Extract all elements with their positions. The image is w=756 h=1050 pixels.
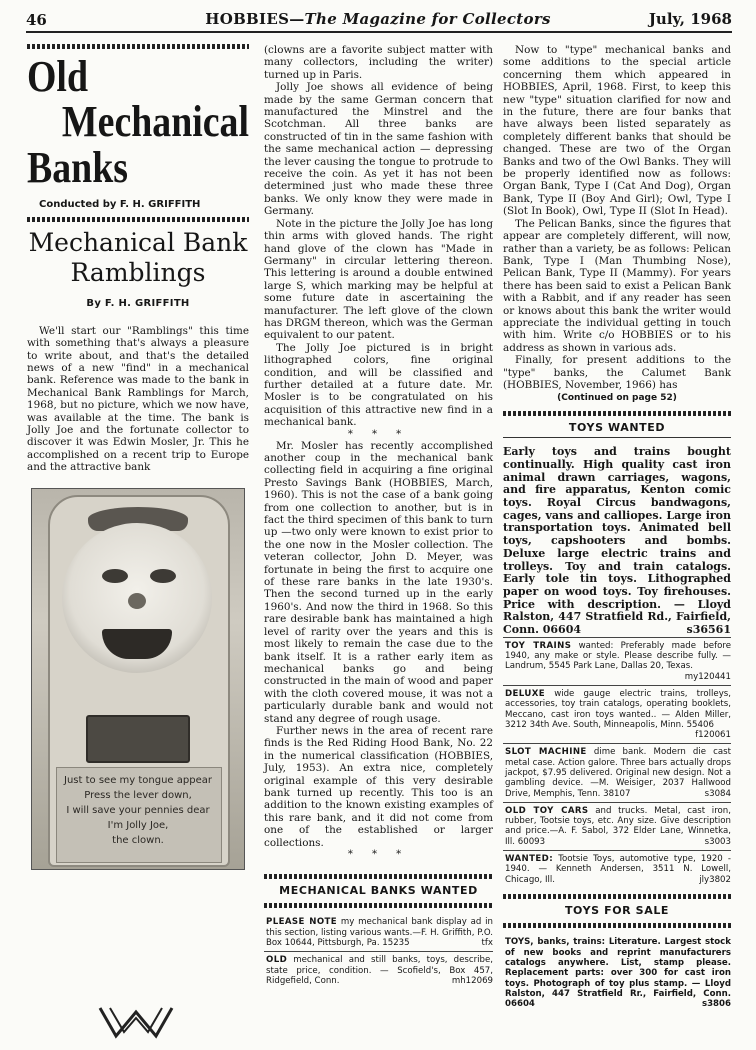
classified-ad — [264, 914, 493, 951]
article-intro: We'll start our "Ramblings" this time with something that's always a pleasure to write about, and that's the detailed news of a new "find" in a mechanical bank. Reference was made to the bank in Mechanical Bank Ramblings for March, 1968, but no picture, which we now have, was available at the time. The bank is Jolly Joe and the fortunate collector to discover it was Edwin Mosler, Jr. This he accomplished on a recent trip to Europe and the attractive bank — [27, 324, 249, 474]
verse-line: Just to see my tongue appear — [64, 774, 212, 786]
ad-text: wanted: Preferably made before 1940, any make or style. Please describe fully. — Landrum, 5545 Park Lane, Dallas 20, Texas. — [505, 640, 731, 672]
page-number: 46 — [26, 11, 47, 29]
classified-ad — [503, 743, 731, 801]
section-rule — [264, 874, 493, 879]
ad-code: f120061 — [695, 730, 731, 741]
clown-eye-left — [102, 569, 128, 583]
ad-text: TOYS, banks, trains: Literature. Largest stock of new books and reprint manufacturers catalogs anywhere. List, stamp please. Replacement parts: over 300 for cast iron toys. Photograph of toy plus stamp. — Lloyd Ralston, 447 Stratfield Rr., Fairfield, Conn. 06604 — [505, 937, 731, 1010]
column-1-rule — [27, 217, 249, 222]
ad-code: s3003 — [704, 836, 731, 847]
ad-code: tfx — [481, 938, 493, 948]
ad-lead: OLD TOY CARS — [505, 805, 589, 816]
issue-date: July, 1968 — [648, 10, 732, 28]
clown-eye-right — [150, 569, 176, 583]
display-ad-body: Early toys and trains bought continually. High quality cast iron animal drawn carriages, wagons, and fire apparatus, Kenton comic toys. Royal Circus bandwagons, cages, vans and calliopes. Large iron transportation toys. Animated bell toys, capshooters and bombs. Deluxe large electric trains and trolleys. Toy and train catalogs. Early tole tin toys. Lithographed paper on wood toys. Toy firehouses. Price with description. — Lloyd Ralston, 447 Stratfield Rd., Fairfield, Conn. 06604 — [503, 445, 731, 637]
jolly-joe-photo — [31, 488, 245, 870]
classified-ad — [503, 934, 731, 1012]
column-1-top-rule — [27, 44, 249, 49]
ad-code: my120441 — [684, 671, 731, 682]
mechanical-banks-wanted-heading: MECHANICAL BANKS WANTED — [279, 884, 478, 897]
continued-note: (Continued on page 52) — [557, 393, 677, 404]
article-paragraph: (clowns are a favorite subject matter with many collectors, including the writer) turned up in Paris. — [264, 44, 493, 81]
ad-code: s3084 — [704, 788, 731, 799]
section-rule — [503, 411, 731, 416]
clown-nose — [128, 593, 146, 609]
section-stars: * * * — [347, 849, 410, 860]
article-paragraph: Further news in the area of recent rare finds is the Red Riding Hood Bank, No. 22 in the numerical classification (HOBBIES, July, 1953). An extra nice, completely original example of this very desirable bank turned up recently. This too is an addition to the known existing examples of this rare bank, and it did not come from one of the established or larger collections. — [264, 724, 493, 849]
ad-text: mechanical and still banks, toys, describe, state price, condition. — Scofield's, Box 457, Ridgefield, Conn. — [266, 955, 494, 986]
verse-line: I'm Jolly Joe, — [107, 819, 169, 831]
section-rule — [503, 923, 731, 928]
magazine-name: HOBBIES — [205, 10, 290, 28]
section-stars: * * * — [347, 428, 410, 440]
article-byline: By F. H. GRIFFITH — [86, 298, 190, 310]
verse-line: the clown. — [112, 834, 164, 846]
feature-title-banks: Banks — [27, 143, 128, 192]
conducted-by: Conducted by F. H. GRIFFITH — [39, 199, 201, 210]
ad-lead: DELUXE — [505, 688, 546, 699]
article-paragraph: The Pelican Banks, since the figures that appear are completely different, will now, rather than a variety, be as follows: Pelican Bank, Type I (Man Thumbing Nose), Pelican Bank, Type II (Mammy). For years there has been said to exist a Pelican Bank with a Rabbit, and if any reader has seen or knows about this bank the writer would appreciate the individual getting in touch with him. Write c/o HOBBIES or to his address as shown in various ads. — [503, 217, 731, 354]
article-paragraph: Mr. Mosler has recently accomplished another coup in the mechanical bank collecting field in acquiring a fine original Presto Savings Bank (HOBBIES, March, 1960). This is not the case of a bank going from one collection to another, but is in fact the third specimen of this bank to turn up —two only were known to exist prior to the one now in the Mosler collection. The veteran collector, John D. Meyer, was fortunate in being the first to acquire one of these rare banks in the late 1930's. Then the second turned up in the early 1960's. And now the third in 1968. So this rare desirable bank has maintained a high level of rarity over the years and this is most likely to remain the case due to the bank itself. It is a rather early item as mechanical banks go and being constructed in the main of wood and paper with the cloth covered mouse, it was not a particularly durable bank and would not stand any degree of rough usage. — [264, 439, 493, 725]
ad-lead: TOY TRAINS — [505, 640, 572, 651]
article-paragraph: Note in the picture the Jolly Joe has long thin arms with gloved hands. The right hand glove of the clown has "Made in Germany" in circular lettering thereon. This lettering is around a double entwined large S, which marking may be helpful at some future date in ascertaining the manufacturer. The left glove of the clown has DRGM thereon, which was the German equivalent to our patent. — [264, 217, 493, 342]
logo-icon — [96, 1002, 176, 1042]
classified-ad — [503, 637, 731, 685]
section-rule — [503, 437, 731, 438]
ad-text: Tootsie Toys, automotive type, 1920 - 1940. — Kenneth Andersen, 3511 N. Lowell, Chicago, Ill. — [505, 854, 732, 885]
ad-lead: OLD — [266, 955, 288, 966]
display-ad-text — [503, 446, 731, 637]
article-paragraph: Jolly Joe shows all evidence of being made by the same German concern that manufactured the Minstrel and the Scotchman. All three banks are constructed of tin in the same fashion with the same mechanical action — depressing the lever causing the tongue to protrude to receive the coin. As yet it has not been determined just who made these three banks. We only know they were made in Germany. — [264, 81, 493, 218]
header-rule — [26, 31, 732, 33]
section-rule — [264, 903, 493, 908]
ad-lead: SLOT MACHINE — [505, 747, 587, 758]
ad-text: dime bank. Modern die cast metal case. Action galore. Three bars actually drops jackpot, $7.95 delivered. Original new design. Not a gambling device. —M. Weisiger, 2037 Hallwood Drive, Memphis, Tenn. 38107 — [505, 747, 732, 799]
verse-text — [56, 773, 220, 848]
verse-line: Press the lever down, — [84, 789, 192, 801]
section-rule — [503, 894, 731, 899]
classified-ad — [264, 951, 493, 989]
magazine-subtitle: The Magazine for Collectors — [304, 10, 551, 28]
article-title: Mechanical Bank Ramblings — [28, 228, 248, 288]
column-2 — [264, 44, 493, 989]
column-3 — [503, 44, 731, 1012]
ad-text: my mechanical bank display ad in this section, listing various wants.—F. H. Griffith, P.O. Box 10644, Pittsburgh, Pa. 15235 — [266, 917, 494, 948]
feature-title-old: Old — [27, 52, 88, 101]
ad-code: mh12069 — [451, 975, 493, 986]
article-paragraph: Now to "type" mechanical banks and some additions to the special article concerning them which appeared in HOBBIES, April, 1968. First, to keep this new "type" situation clarified for now and in the future, there are four banks that have always been listed separately as completely different banks that should be changed. These are two of the Organ Banks and two of the Owl Banks. They will be properly identified now as follows: Organ Bank, Type I (Cat And Dog), Organ Bank, Type II (Boy And Girl); Owl, Type I (Slot In Book), Owl, Type II (Slot In Head). — [503, 44, 731, 218]
ad-lead: PLEASE NOTE — [266, 917, 338, 928]
classified-ad — [503, 685, 731, 743]
verse-line: I will save your pennies dear — [66, 804, 210, 816]
ad-text: wide gauge electric trains, trolleys, accessories, toy train catalogs, operating booklets, Meccano, cast iron toys wanted.. — Alden Miller, 3212 34th Ave. South, Minneapolis, Minn. 55406 — [505, 688, 731, 730]
ad-lead: WANTED: — [505, 854, 554, 865]
running-head-dash: — — [289, 10, 305, 28]
toys-for-sale-heading: TOYS FOR SALE — [564, 903, 670, 917]
coin-slot — [86, 715, 190, 763]
article-paragraph: The Jolly Joe pictured is in bright lithographed colors, fine original condition, and will be classified and further detailed at a future date. Mr. Mosler is to be congratulated on his acquisition of this attractive new find in a mechanical bank. — [264, 341, 493, 429]
ad-code: jly3802 — [699, 874, 731, 885]
display-ad — [503, 446, 731, 637]
ad-code: s36561 — [686, 623, 731, 637]
ad-code: s3806 — [701, 999, 731, 1010]
classified-ad — [503, 802, 731, 850]
column-1 — [27, 44, 249, 870]
ad-text: and trucks. Metal, cast iron, rubber, Tootsie toys, etc. Any size. Give description and price.—A. F. Sabol, 372 Elder Lane, Winnetka, Ill. 60093 — [505, 805, 731, 847]
classified-ad — [503, 850, 731, 888]
running-head — [0, 10, 756, 28]
feature-title-mechanical: Mechanical — [61, 97, 249, 146]
toys-wanted-heading: TOYS WANTED — [568, 420, 666, 434]
article-paragraph: Finally, for present additions to the "type" banks, the Calumet Bank (HOBBIES, November, 1966) has — [503, 354, 731, 391]
